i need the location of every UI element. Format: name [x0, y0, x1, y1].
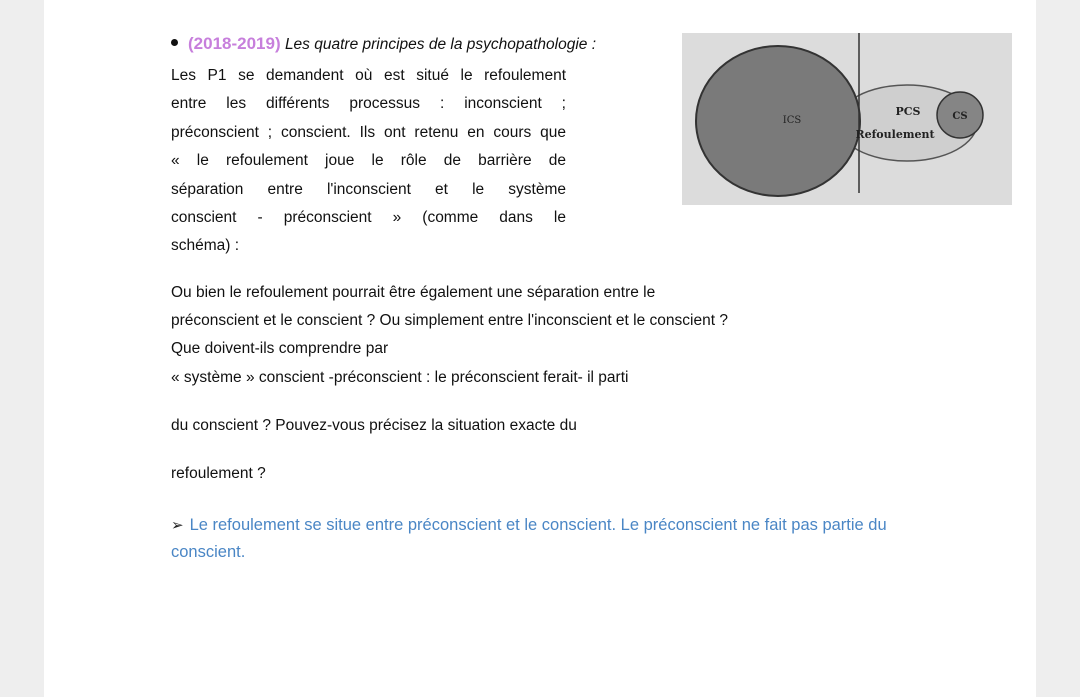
- refoulement-label: Refoulement: [855, 128, 935, 141]
- question-line: entre les différents processus : inconscient ;: [171, 95, 566, 113]
- document-page: [44, 0, 1036, 697]
- paragraph-line: refoulement ?: [171, 465, 266, 482]
- paragraph-line: du conscient ? Pouvez-vous précisez la situation exacte du: [171, 417, 577, 434]
- answer-text: Le refoulement se situe entre préconscient et le conscient. Le préconscient ne fait pas partie du conscient.: [171, 516, 887, 561]
- question-line: « le refoulement joue le rôle de barrière de: [171, 152, 566, 170]
- paragraph-line: Que doivent-ils comprendre par: [171, 340, 389, 357]
- question-line: Les P1 se demandent où est situé le refoulement: [171, 67, 566, 84]
- section-title: Les quatre principes de la psychopathologie :: [284, 36, 597, 53]
- ics-label: ICS: [782, 115, 802, 126]
- paragraph-line: Ou bien le refoulement pourrait être également une séparation entre le: [171, 284, 656, 301]
- year-label: (2018-2019): [188, 34, 281, 53]
- intro-line: [171, 34, 596, 54]
- pcs-label: PCS: [895, 105, 921, 118]
- paragraph-line: préconscient et le conscient ? Ou simplement entre l'inconscient et le conscient ?: [171, 312, 728, 329]
- bullet-icon: [171, 39, 178, 46]
- question-line: schéma) :: [171, 237, 240, 255]
- arrow-bullet-icon: ➢: [171, 517, 184, 534]
- psyche-diagram-image: [682, 33, 1012, 205]
- question-line: séparation entre l'inconscient et le système: [171, 180, 566, 198]
- question-line: conscient - préconscient » (comme dans le: [171, 208, 566, 226]
- answer-block: [171, 512, 931, 565]
- question-block: [171, 62, 566, 261]
- question-line: préconscient ; conscient. Ils ont retenu en cours que: [171, 123, 566, 141]
- cs-label: CS: [952, 111, 968, 122]
- ics-ellipse: [696, 46, 860, 196]
- paragraph-line: « système » conscient -préconscient : le préconscient ferait- il parti: [171, 369, 629, 386]
